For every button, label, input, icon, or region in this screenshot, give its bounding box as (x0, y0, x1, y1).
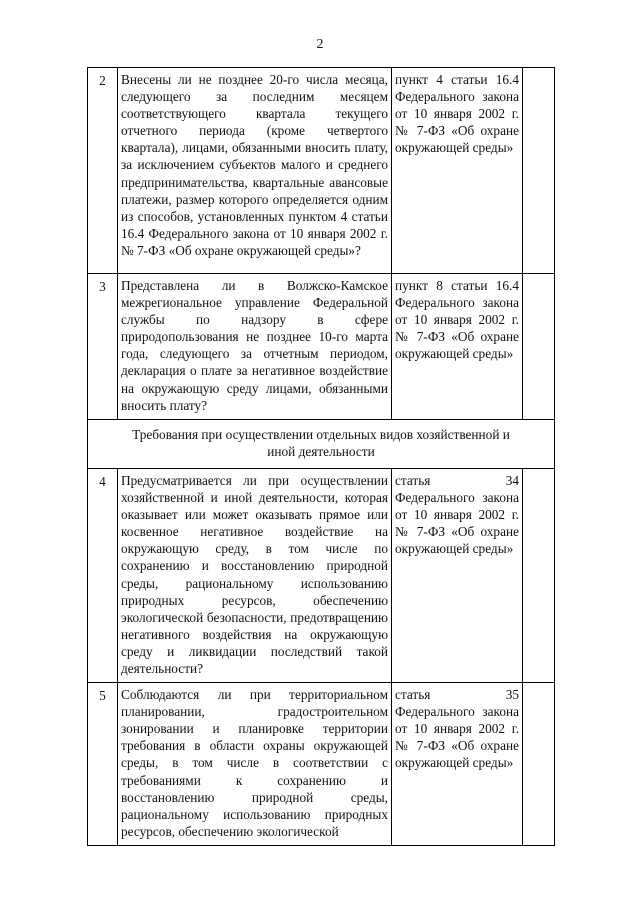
table-row (88, 468, 555, 682)
legal-reference: пункт 8 статьи 16.4 Федерального закона от 10 января 2002 г. № 7-ФЗ «Об охране окружающей среды» (392, 274, 523, 420)
question-text: Внесены ли не позднее 20-го числа месяца, следующего за последним месяцем соответствующего квартала текущего отчетного периода (кроме четвертого квартала), лицами, обязанными вносить плату, за исключением субъектов малого и среднего предпринимательства, квартальные авансовые платежи, размер которого определяется одним из способов, установленных пунктом 4 статьи 16.4 Федерального закона от 10 января 2002 г. № 7-ФЗ «Об охране окружающей среды»? (118, 68, 392, 274)
legal-reference: статья 34 Федерального закона от 10 января 2002 г. № 7-ФЗ «Об охране окружающей среды» (392, 468, 523, 682)
question-text: Представлена ли в Волжско-Камское межрегиональное управление Федеральной службы по надзору в сфере природопользования не позднее 10-го марта года, следующего за отчетным периодом, декларация о плате за негативное воздействие на окружающую среду лицами, обязанными вносить плату? (118, 274, 392, 420)
row-number: 2 (88, 68, 118, 274)
table-row (88, 683, 555, 846)
section-title: Требования при осуществлении отдельных видов хозяйственной и иной деятельности (88, 419, 555, 468)
section-row (88, 419, 555, 468)
answer-cell (523, 468, 555, 682)
table-row (88, 274, 555, 420)
checklist-table (87, 67, 555, 846)
legal-reference: пункт 4 статьи 16.4 Федерального закона от 10 января 2002 г. № 7-ФЗ «Об охране окружающей среды» (392, 68, 523, 274)
question-text: Соблюдаются ли при территориальном планировании, градостроительном зонировании и планировке территории требования в области охраны окружающей среды, в том числе в соответствии с требованиями к сохранению и восстановлению природной среды, рациональному использованию природных ресурсов, обеспечению экологической (118, 683, 392, 846)
answer-cell (523, 683, 555, 846)
answer-cell (523, 274, 555, 420)
row-number: 5 (88, 683, 118, 846)
question-text: Предусматривается ли при осуществлении хозяйственной и иной деятельности, которая оказывает или может оказывать прямое или косвенное негативное воздействие на окружающую среду, в том числе по сохранению и восстановлению природной среды, рациональному использованию природных ресурсов, обеспечению экологической безопасности, предотвращению негативного воздействия на окружающую среду и ликвидации последствий такой деятельности? (118, 468, 392, 682)
table-row (88, 68, 555, 274)
answer-cell (523, 68, 555, 274)
row-number: 4 (88, 468, 118, 682)
row-number: 3 (88, 274, 118, 420)
page-number: 2 (316, 37, 324, 52)
legal-reference: статья 35 Федерального закона от 10 января 2002 г. № 7-ФЗ «Об охране окружающей среды» (392, 683, 523, 846)
